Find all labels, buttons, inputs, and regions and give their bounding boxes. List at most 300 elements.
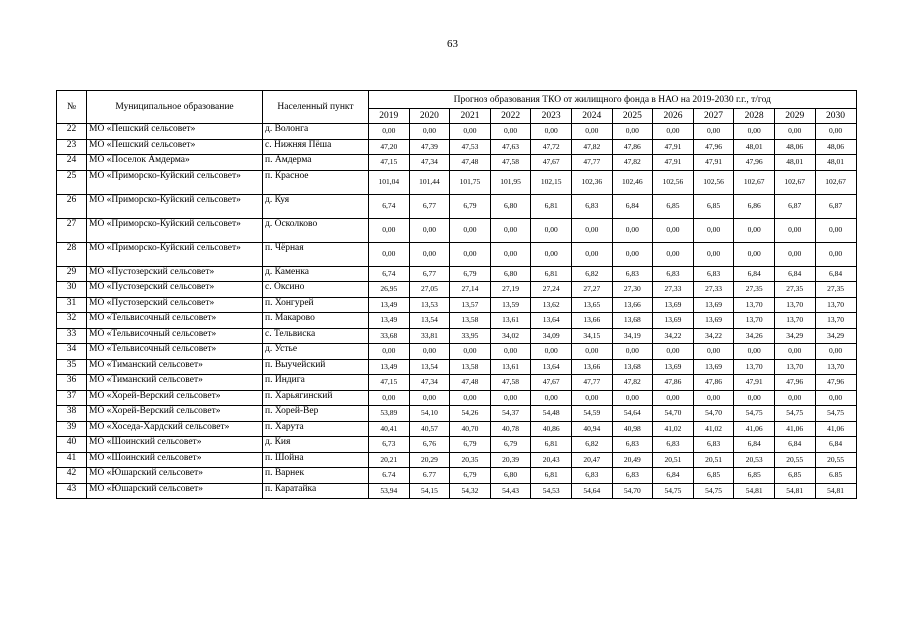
year-header: 2023 — [531, 109, 572, 124]
value-cell: 47,34 — [409, 155, 450, 171]
row-number: 39 — [57, 421, 87, 437]
value-cell: 47,86 — [653, 375, 694, 391]
value-cell: 54,81 — [774, 483, 815, 499]
value-cell: 33,95 — [450, 328, 491, 344]
header-forecast: Прогноз образования ТКО от жилищного фонда в НАО на 2019-2030 г.г., т/год — [369, 91, 857, 109]
value-cell: 13,69 — [693, 297, 734, 313]
value-cell: 47,91 — [653, 139, 694, 155]
municipality-cell: МО «Приморско-Куйский сельсовет» — [87, 194, 263, 218]
municipality-cell: МО «Юшарский сельсовет» — [87, 483, 263, 499]
row-number: 40 — [57, 437, 87, 453]
value-cell: 40,86 — [531, 421, 572, 437]
value-cell: 0,00 — [571, 124, 612, 140]
value-cell: 20,53 — [734, 452, 775, 468]
value-cell: 13,69 — [653, 359, 694, 375]
settlement-cell: п. Амдерма — [263, 155, 369, 171]
value-cell: 6,83 — [653, 266, 694, 282]
value-cell: 6,73 — [369, 437, 410, 453]
value-cell: 6.85 — [815, 468, 856, 484]
value-cell: 54,64 — [571, 483, 612, 499]
table-row — [57, 297, 857, 313]
year-header: 2025 — [612, 109, 653, 124]
value-cell: 47,91 — [734, 375, 775, 391]
value-cell: 0,00 — [693, 218, 734, 242]
municipality-cell: МО «Хоседа-Хардский сельсовет» — [87, 421, 263, 437]
settlement-cell: д. Волонга — [263, 124, 369, 140]
value-cell: 13,64 — [531, 359, 572, 375]
table-row — [57, 155, 857, 171]
value-cell: 47,91 — [653, 155, 694, 171]
value-cell: 0,00 — [369, 124, 410, 140]
value-cell: 13,68 — [612, 313, 653, 329]
value-cell: 6,77 — [409, 266, 450, 282]
table-row — [57, 421, 857, 437]
settlement-cell: п. Харута — [263, 421, 369, 437]
municipality-cell: МО «Поселок Амдерма» — [87, 155, 263, 171]
table-row — [57, 282, 857, 298]
row-number: 29 — [57, 266, 87, 282]
value-cell: 0,00 — [612, 242, 653, 266]
settlement-cell: д. Каменка — [263, 266, 369, 282]
row-number: 42 — [57, 468, 87, 484]
value-cell: 0,00 — [531, 390, 572, 406]
value-cell: 6,81 — [531, 437, 572, 453]
settlement-cell: п. Хорей-Вер — [263, 406, 369, 422]
value-cell: 0,00 — [450, 124, 491, 140]
value-cell: 6,84 — [734, 266, 775, 282]
row-number: 43 — [57, 483, 87, 499]
value-cell: 6,83 — [612, 468, 653, 484]
settlement-cell: п. Варнек — [263, 468, 369, 484]
row-number: 28 — [57, 242, 87, 266]
value-cell: 102,36 — [571, 170, 612, 194]
value-cell: 47,15 — [369, 375, 410, 391]
settlement-cell: п. Каратайка — [263, 483, 369, 499]
value-cell: 47,15 — [369, 155, 410, 171]
value-cell: 0,00 — [815, 218, 856, 242]
value-cell: 48,01 — [774, 155, 815, 171]
value-cell: 13,70 — [734, 313, 775, 329]
value-cell: 20,51 — [693, 452, 734, 468]
value-cell: 6.77 — [409, 468, 450, 484]
value-cell: 0,00 — [490, 242, 531, 266]
value-cell: 13,59 — [490, 297, 531, 313]
value-cell: 53,94 — [369, 483, 410, 499]
value-cell: 102,67 — [734, 170, 775, 194]
value-cell: 20,29 — [409, 452, 450, 468]
table-row — [57, 437, 857, 453]
value-cell: 54,43 — [490, 483, 531, 499]
table-row — [57, 468, 857, 484]
value-cell: 101,75 — [450, 170, 491, 194]
value-cell: 41,02 — [653, 421, 694, 437]
value-cell: 6,74 — [369, 266, 410, 282]
value-cell: 41,06 — [815, 421, 856, 437]
value-cell: 40,94 — [571, 421, 612, 437]
value-cell: 0,00 — [531, 242, 572, 266]
year-header: 2022 — [490, 109, 531, 124]
value-cell: 26,95 — [369, 282, 410, 298]
value-cell: 48,06 — [815, 139, 856, 155]
value-cell: 6,79 — [450, 437, 491, 453]
value-cell: 0,00 — [450, 242, 491, 266]
settlement-cell: д. Куя — [263, 194, 369, 218]
value-cell: 13,61 — [490, 359, 531, 375]
table-row — [57, 266, 857, 282]
value-cell: 47,77 — [571, 375, 612, 391]
value-cell: 13,70 — [774, 297, 815, 313]
value-cell: 47,91 — [693, 155, 734, 171]
value-cell: 13,69 — [653, 297, 694, 313]
value-cell: 0,00 — [490, 344, 531, 360]
value-cell: 47,77 — [571, 155, 612, 171]
municipality-cell: МО «Пустозерский сельсовет» — [87, 266, 263, 282]
value-cell: 27,24 — [531, 282, 572, 298]
table-row — [57, 313, 857, 329]
value-cell: 47,67 — [531, 375, 572, 391]
value-cell: 33,81 — [409, 328, 450, 344]
row-number: 35 — [57, 359, 87, 375]
table-row — [57, 124, 857, 140]
value-cell: 6,79 — [450, 194, 491, 218]
value-cell: 27,33 — [653, 282, 694, 298]
value-cell: 13,70 — [734, 359, 775, 375]
value-cell: 27,35 — [734, 282, 775, 298]
value-cell: 0,00 — [815, 344, 856, 360]
value-cell: 27,35 — [815, 282, 856, 298]
value-cell: 0,00 — [369, 390, 410, 406]
value-cell: 6,84 — [774, 266, 815, 282]
value-cell: 6,85 — [653, 194, 694, 218]
settlement-cell: п. Красное — [263, 170, 369, 194]
value-cell: 41,06 — [774, 421, 815, 437]
value-cell: 54,32 — [450, 483, 491, 499]
value-cell: 6,87 — [774, 194, 815, 218]
value-cell: 13,70 — [815, 297, 856, 313]
value-cell: 40,78 — [490, 421, 531, 437]
value-cell: 13,61 — [490, 313, 531, 329]
value-cell: 13,64 — [531, 313, 572, 329]
value-cell: 53,89 — [369, 406, 410, 422]
municipality-cell: МО «Приморско-Куйский сельсовет» — [87, 218, 263, 242]
value-cell: 0,00 — [612, 344, 653, 360]
value-cell: 27,14 — [450, 282, 491, 298]
row-number: 25 — [57, 170, 87, 194]
value-cell: 13,70 — [815, 359, 856, 375]
value-cell: 0,00 — [531, 344, 572, 360]
table-row — [57, 375, 857, 391]
value-cell: 6,84 — [734, 437, 775, 453]
value-cell: 13,53 — [409, 297, 450, 313]
value-cell: 0,00 — [653, 390, 694, 406]
value-cell: 102,67 — [774, 170, 815, 194]
value-cell: 6,85 — [734, 468, 775, 484]
value-cell: 13,58 — [450, 313, 491, 329]
value-cell: 0,00 — [531, 218, 572, 242]
value-cell: 6,84 — [612, 194, 653, 218]
value-cell: 13,66 — [571, 313, 612, 329]
row-number: 33 — [57, 328, 87, 344]
value-cell: 41,02 — [693, 421, 734, 437]
value-cell: 0,00 — [815, 390, 856, 406]
table-row — [57, 218, 857, 242]
value-cell: 13,66 — [571, 359, 612, 375]
value-cell: 0,00 — [490, 218, 531, 242]
value-cell: 13,49 — [369, 297, 410, 313]
value-cell: 6,82 — [571, 266, 612, 282]
value-cell: 47,20 — [369, 139, 410, 155]
value-cell: 6,83 — [571, 468, 612, 484]
value-cell: 6,83 — [693, 266, 734, 282]
value-cell: 102,67 — [815, 170, 856, 194]
value-cell: 102,15 — [531, 170, 572, 194]
municipality-cell: МО «Шоинский сельсовет» — [87, 452, 263, 468]
value-cell: 13,70 — [734, 297, 775, 313]
value-cell: 0,00 — [774, 390, 815, 406]
value-cell: 20,51 — [653, 452, 694, 468]
value-cell: 27,30 — [612, 282, 653, 298]
row-number: 32 — [57, 313, 87, 329]
value-cell: 54,70 — [693, 406, 734, 422]
value-cell: 101,04 — [369, 170, 410, 194]
value-cell: 54,70 — [653, 406, 694, 422]
value-cell: 47,58 — [490, 155, 531, 171]
municipality-cell: МО «Тельвисочный сельсовет» — [87, 344, 263, 360]
value-cell: 47,48 — [450, 375, 491, 391]
row-number: 41 — [57, 452, 87, 468]
value-cell: 47,34 — [409, 375, 450, 391]
value-cell: 54,81 — [734, 483, 775, 499]
value-cell: 34,02 — [490, 328, 531, 344]
value-cell: 47,96 — [734, 155, 775, 171]
value-cell: 0,00 — [734, 218, 775, 242]
row-number: 30 — [57, 282, 87, 298]
value-cell: 6,83 — [693, 437, 734, 453]
municipality-cell: МО «Пустозерский сельсовет» — [87, 297, 263, 313]
value-cell: 102,56 — [653, 170, 694, 194]
municipality-cell: МО «Тиманский сельсовет» — [87, 375, 263, 391]
value-cell: 13,49 — [369, 359, 410, 375]
value-cell: 6,82 — [571, 437, 612, 453]
municipality-cell: МО «Шоинский сельсовет» — [87, 437, 263, 453]
value-cell: 13,62 — [531, 297, 572, 313]
value-cell: 6,80 — [490, 266, 531, 282]
municipality-cell: МО «Юшарский сельсовет» — [87, 468, 263, 484]
municipality-cell: МО «Хорей-Верский сельсовет» — [87, 390, 263, 406]
value-cell: 101,95 — [490, 170, 531, 194]
value-cell: 40,98 — [612, 421, 653, 437]
value-cell: 40,70 — [450, 421, 491, 437]
table-body — [57, 124, 857, 499]
value-cell: 20,47 — [571, 452, 612, 468]
settlement-cell: п. Шойна — [263, 452, 369, 468]
value-cell: 41,06 — [734, 421, 775, 437]
value-cell: 20,55 — [774, 452, 815, 468]
value-cell: 6.74 — [369, 468, 410, 484]
value-cell: 6,76 — [409, 437, 450, 453]
value-cell: 6,81 — [531, 266, 572, 282]
value-cell: 47,58 — [490, 375, 531, 391]
value-cell: 0,00 — [734, 124, 775, 140]
value-cell: 0,00 — [450, 218, 491, 242]
value-cell: 6,79 — [450, 468, 491, 484]
value-cell: 0,00 — [653, 124, 694, 140]
value-cell: 47,96 — [774, 375, 815, 391]
row-number: 23 — [57, 139, 87, 155]
value-cell: 0,00 — [450, 390, 491, 406]
value-cell: 54,75 — [734, 406, 775, 422]
table-row — [57, 242, 857, 266]
value-cell: 6,80 — [490, 194, 531, 218]
row-number: 37 — [57, 390, 87, 406]
value-cell: 0,00 — [653, 218, 694, 242]
settlement-cell: п. Индига — [263, 375, 369, 391]
row-number: 22 — [57, 124, 87, 140]
value-cell: 0,00 — [369, 218, 410, 242]
tko-forecast-table — [56, 90, 857, 499]
municipality-cell: МО «Приморско-Куйский сельсовет» — [87, 170, 263, 194]
value-cell: 6,79 — [450, 266, 491, 282]
year-header: 2029 — [774, 109, 815, 124]
settlement-cell: п. Харьягинский — [263, 390, 369, 406]
value-cell: 47,86 — [693, 375, 734, 391]
value-cell: 6,77 — [409, 194, 450, 218]
value-cell: 34,19 — [612, 328, 653, 344]
value-cell: 0,00 — [571, 344, 612, 360]
value-cell: 0,00 — [815, 124, 856, 140]
value-cell: 102,46 — [612, 170, 653, 194]
value-cell: 34,29 — [774, 328, 815, 344]
value-cell: 0,00 — [490, 390, 531, 406]
year-header: 2021 — [450, 109, 491, 124]
value-cell: 0,00 — [612, 124, 653, 140]
value-cell: 54,48 — [531, 406, 572, 422]
year-header: 2020 — [409, 109, 450, 124]
value-cell: 34,22 — [653, 328, 694, 344]
value-cell: 47,39 — [409, 139, 450, 155]
value-cell: 6,85 — [693, 468, 734, 484]
value-cell: 47,72 — [531, 139, 572, 155]
value-cell: 0,00 — [693, 344, 734, 360]
value-cell: 48,01 — [815, 155, 856, 171]
value-cell: 54,59 — [571, 406, 612, 422]
value-cell: 6,84 — [653, 468, 694, 484]
table-row — [57, 359, 857, 375]
value-cell: 13,69 — [693, 313, 734, 329]
row-number: 38 — [57, 406, 87, 422]
value-cell: 0,00 — [369, 344, 410, 360]
value-cell: 54,26 — [450, 406, 491, 422]
table-row — [57, 452, 857, 468]
value-cell: 13,65 — [571, 297, 612, 313]
year-header: 2028 — [734, 109, 775, 124]
value-cell: 0,00 — [653, 344, 694, 360]
value-cell: 6,74 — [369, 194, 410, 218]
value-cell: 6,80 — [490, 468, 531, 484]
value-cell: 0,00 — [693, 390, 734, 406]
value-cell: 13,58 — [450, 359, 491, 375]
page-number: 63 — [447, 38, 458, 50]
value-cell: 6,85 — [774, 468, 815, 484]
value-cell: 47,96 — [815, 375, 856, 391]
municipality-cell: МО «Тельвисочный сельсовет» — [87, 328, 263, 344]
value-cell: 47,67 — [531, 155, 572, 171]
settlement-cell: п. Макарово — [263, 313, 369, 329]
value-cell: 33,68 — [369, 328, 410, 344]
table-row — [57, 406, 857, 422]
value-cell: 6,84 — [815, 266, 856, 282]
value-cell: 34,09 — [531, 328, 572, 344]
value-cell: 0,00 — [734, 344, 775, 360]
value-cell: 48,06 — [774, 139, 815, 155]
value-cell: 13,70 — [774, 359, 815, 375]
table-row — [57, 483, 857, 499]
value-cell: 0,00 — [734, 242, 775, 266]
value-cell: 0,00 — [734, 390, 775, 406]
value-cell: 20,43 — [531, 452, 572, 468]
value-cell: 6,85 — [693, 194, 734, 218]
row-number: 34 — [57, 344, 87, 360]
table-row — [57, 390, 857, 406]
value-cell: 13,54 — [409, 359, 450, 375]
row-number: 26 — [57, 194, 87, 218]
value-cell: 34,15 — [571, 328, 612, 344]
value-cell: 6,83 — [653, 437, 694, 453]
value-cell: 0,00 — [774, 218, 815, 242]
value-cell: 47,96 — [693, 139, 734, 155]
value-cell: 34,26 — [734, 328, 775, 344]
value-cell: 102,56 — [693, 170, 734, 194]
settlement-cell: с. Тельвиска — [263, 328, 369, 344]
row-number: 31 — [57, 297, 87, 313]
value-cell: 0,00 — [571, 242, 612, 266]
municipality-cell: МО «Пешский сельсовет» — [87, 124, 263, 140]
value-cell: 13,70 — [774, 313, 815, 329]
year-header: 2024 — [571, 109, 612, 124]
value-cell: 47,86 — [612, 139, 653, 155]
year-header: 2027 — [693, 109, 734, 124]
value-cell: 6,83 — [612, 437, 653, 453]
value-cell: 0,00 — [369, 242, 410, 266]
table-row — [57, 328, 857, 344]
row-number: 36 — [57, 375, 87, 391]
value-cell: 0,00 — [693, 242, 734, 266]
value-cell: 47,63 — [490, 139, 531, 155]
value-cell: 0,00 — [409, 242, 450, 266]
value-cell: 0,00 — [612, 390, 653, 406]
value-cell: 48,01 — [734, 139, 775, 155]
value-cell: 40,41 — [369, 421, 410, 437]
value-cell: 54,75 — [815, 406, 856, 422]
value-cell: 54,81 — [815, 483, 856, 499]
header-municipality: Муниципальное образование — [87, 91, 263, 124]
value-cell: 13,66 — [612, 297, 653, 313]
municipality-cell: МО «Пустозерский сельсовет» — [87, 282, 263, 298]
municipality-cell: МО «Пешский сельсовет» — [87, 139, 263, 155]
table-row — [57, 344, 857, 360]
year-header: 2026 — [653, 109, 694, 124]
header-settlement: Населенный пункт — [263, 91, 369, 124]
settlement-cell: п. Выучейский — [263, 359, 369, 375]
value-cell: 6,87 — [815, 194, 856, 218]
value-cell: 0,00 — [409, 344, 450, 360]
value-cell: 27,05 — [409, 282, 450, 298]
value-cell: 54,75 — [653, 483, 694, 499]
value-cell: 0,00 — [612, 218, 653, 242]
value-cell: 47,82 — [612, 375, 653, 391]
value-cell: 13,69 — [693, 359, 734, 375]
value-cell: 54,10 — [409, 406, 450, 422]
